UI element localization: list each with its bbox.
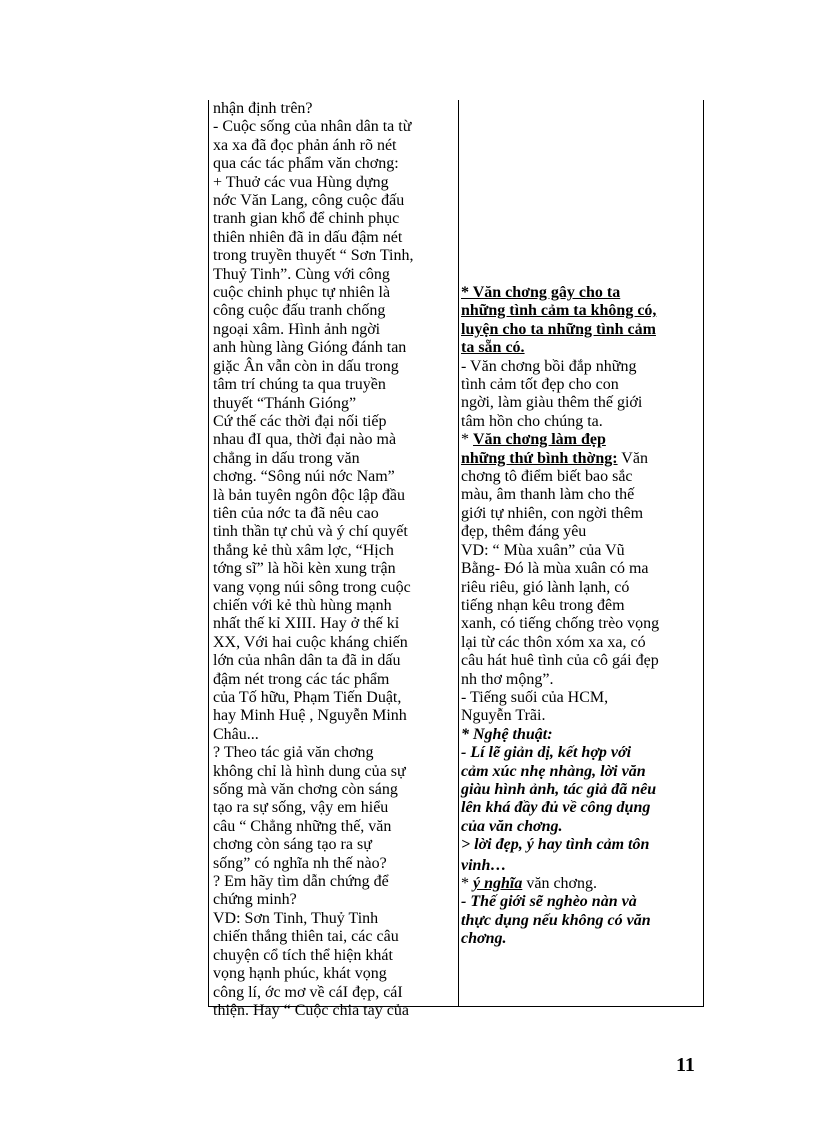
lesson-table bbox=[208, 100, 704, 1019]
teacher-question-column bbox=[213, 100, 458, 1020]
left-line: chơng. “Sông núi nớc Nam” bbox=[213, 468, 395, 486]
heading-beautify-line bbox=[461, 431, 701, 449]
end-line: thực dụng nếu không có văn bbox=[461, 911, 651, 929]
left-line: tiên của nớc ta đã nêu cao bbox=[213, 504, 379, 522]
left-line: XX, Với hai cuộc kháng chiến bbox=[213, 633, 408, 651]
left-line: - Cuộc sống của nhân dân ta từ bbox=[213, 118, 412, 136]
right-line: - Tiếng suối của HCM, bbox=[461, 688, 609, 706]
left-line: chuyện cổ tích thể hiện khát bbox=[213, 946, 393, 964]
left-line: ? Em hãy tìm dẫn chứng để bbox=[213, 873, 389, 891]
left-line: câu “ Chẳng những thế, văn bbox=[213, 817, 392, 835]
right-line: chơng tô điểm biết bao sắc bbox=[461, 468, 633, 486]
right-line: Nguyễn Trãi. bbox=[461, 707, 546, 725]
art-heading: * Nghệ thuật: bbox=[461, 725, 553, 743]
left-line: cuộc chinh phục tự nhiên là bbox=[213, 284, 391, 302]
meaning-rest: văn chơng. bbox=[522, 875, 598, 892]
left-line: ngoại xâm. Hình ảnh ngời bbox=[213, 320, 381, 338]
left-line: Thuỷ Tinh”. Cùng với công bbox=[213, 265, 390, 283]
right-inline-text: Văn bbox=[617, 449, 648, 467]
left-line: nhất thế kỉ XIII. Hay ở thế kỉ bbox=[213, 615, 400, 633]
page-number: 11 bbox=[676, 1054, 695, 1076]
left-line: vọng hạnh phúc, khát vọng bbox=[213, 965, 387, 983]
left-line: công lí, ớc mơ về cáI đẹp, cáI bbox=[213, 983, 403, 1001]
left-line: là bản tuyên ngôn độc lập đầu bbox=[213, 486, 405, 504]
art-line: cảm xúc nhẹ nhàng, lời văn bbox=[461, 762, 646, 780]
left-line: tạo ra sự sống, vậy em hiểu bbox=[213, 799, 389, 817]
right-line: đẹp, thêm đáng yêu bbox=[461, 523, 587, 541]
right-line: câu hát huê tình của cô gái đẹp bbox=[461, 652, 659, 670]
table-column-divider bbox=[458, 100, 459, 1006]
right-line: xanh, có tiếng chống trèo vọng bbox=[461, 615, 660, 633]
left-line: thuyết “Thánh Gióng” bbox=[213, 394, 357, 412]
right-line: lại từ các thôn xóm xa xa, có bbox=[461, 633, 646, 651]
end-line: chơng. bbox=[461, 930, 507, 948]
left-line: chứng minh? bbox=[213, 891, 297, 909]
left-line: nhận định trên? bbox=[213, 100, 313, 117]
left-line: nhau đI qua, thời đại nào mà bbox=[213, 431, 397, 449]
right-line: Bằng- Đó là mùa xuân có ma bbox=[461, 560, 649, 578]
heading-emotions-line: * Văn chơng gây cho ta bbox=[461, 284, 621, 301]
left-line: lớn của nhân dân ta đã in dấu bbox=[213, 652, 401, 670]
lesson-content-column bbox=[461, 284, 701, 949]
table-right-border bbox=[703, 100, 704, 1006]
left-line: anh hùng làng Gióng đánh tan bbox=[213, 339, 407, 357]
heading-beautify-line-2 bbox=[461, 450, 701, 468]
art-line: vinh… bbox=[461, 856, 507, 874]
right-line: nh thơ mộng”. bbox=[461, 670, 554, 688]
heading-emotions-line: những tình cảm ta không có, bbox=[461, 302, 657, 320]
left-line: Cứ thế các thời đại nối tiếp bbox=[213, 412, 387, 430]
left-line: sống mà văn chơng còn sáng bbox=[213, 781, 398, 799]
left-line: ? Theo tác giả văn chơng bbox=[213, 744, 374, 762]
left-line: trong truyền thuyết “ Sơn Tinh, bbox=[213, 247, 414, 265]
left-line: + Thuở các vua Hùng dựng bbox=[213, 173, 389, 191]
right-line: tâm hồn cho chúng ta. bbox=[461, 412, 603, 430]
right-line: tiếng nhạn kêu trong đêm bbox=[461, 596, 625, 614]
left-line: chơng còn sáng tạo ra sự bbox=[213, 836, 372, 854]
left-line: tâm trí chúng ta qua truyền bbox=[213, 376, 386, 394]
left-line: xa xa đã đọc phản ánh rõ nét bbox=[213, 136, 397, 154]
table-left-border bbox=[208, 100, 209, 1006]
heading-beautify-text: Văn chơng làm đẹp bbox=[473, 431, 606, 449]
left-line: qua các tác phẩm văn chơng: bbox=[213, 155, 399, 173]
left-line: không chỉ là hình dung của sự bbox=[213, 762, 406, 780]
left-line: vang vọng núi sông trong cuộc bbox=[213, 578, 411, 596]
right-line: ngời, làm giàu thêm thế giới bbox=[461, 394, 643, 412]
left-line: thắng kẻ thù xâm lợc, “Hịch bbox=[213, 541, 394, 559]
right-line: tình cảm tốt đẹp cho con bbox=[461, 376, 619, 394]
left-line: chiến với kẻ thù hùng mạnh bbox=[213, 596, 392, 614]
left-line: tranh gian khổ để chinh phục bbox=[213, 210, 400, 228]
left-line: thiên nhiên đã in dấu đậm nét bbox=[213, 228, 403, 246]
end-line: - Thế giới sẽ nghèo nàn và bbox=[461, 893, 637, 911]
meaning-line bbox=[461, 875, 701, 893]
art-line: lên khá đầy đủ về công dụng bbox=[461, 799, 651, 817]
left-line: giặc Ân vẫn còn in dấu trong bbox=[213, 357, 399, 375]
left-line: chiến thắng thiên tai, các câu bbox=[213, 928, 399, 946]
left-line: tinh thần tự chủ và ý chí quyết bbox=[213, 523, 408, 541]
right-line: VD: “ Mùa xuân” của Vũ bbox=[461, 541, 625, 559]
left-line: của Tố hữu, Phạm Tiến Duật, bbox=[213, 689, 402, 706]
meaning-star: * bbox=[461, 875, 473, 892]
right-line: riêu riêu, gió lành lạnh, có bbox=[461, 578, 630, 596]
left-line: nớc Văn Lang, công cuộc đấu bbox=[213, 192, 405, 210]
right-line: - Văn chơng bồi đắp những bbox=[461, 357, 637, 375]
left-line: đậm nét trong các tác phẩm bbox=[213, 670, 390, 688]
right-line: giới tự nhiên, con ngời thêm bbox=[461, 504, 644, 522]
art-line: - Lí lẽ giản dị, kết hợp với bbox=[461, 744, 632, 762]
left-line: hay Minh Huệ , Nguyễn Minh bbox=[213, 707, 407, 725]
left-line: công cuộc đấu tranh chống bbox=[213, 302, 386, 320]
right-line: màu, âm thanh làm cho thế bbox=[461, 486, 635, 504]
heading-star: * bbox=[461, 431, 473, 449]
left-line: tớng sĩ” là hồi kèn xung trận bbox=[213, 560, 396, 578]
heading-emotions-line: luyện cho ta những tình cảm bbox=[461, 320, 656, 338]
art-line: giàu hình ảnh, tác giả đã nêu bbox=[461, 780, 657, 798]
left-line: thiện. Hay “ Cuộc chia tay của bbox=[213, 1001, 409, 1019]
art-line: của văn chơng. bbox=[461, 817, 563, 835]
left-line: sống” có nghĩa nh thế nào? bbox=[213, 854, 387, 872]
left-line: VD: Sơn Tinh, Thuỷ Tinh bbox=[213, 909, 379, 927]
left-line: Châu... bbox=[213, 725, 259, 743]
heading-emotions-line: ta sẵn có. bbox=[461, 339, 525, 357]
art-line: > lời đẹp, ý hay tình cảm tôn bbox=[461, 836, 650, 854]
left-line: chẳng in dấu trong văn bbox=[213, 449, 360, 467]
meaning-heading: ý nghĩa bbox=[473, 875, 523, 892]
heading-beautify-text: những thứ bình thờng: bbox=[461, 449, 618, 467]
